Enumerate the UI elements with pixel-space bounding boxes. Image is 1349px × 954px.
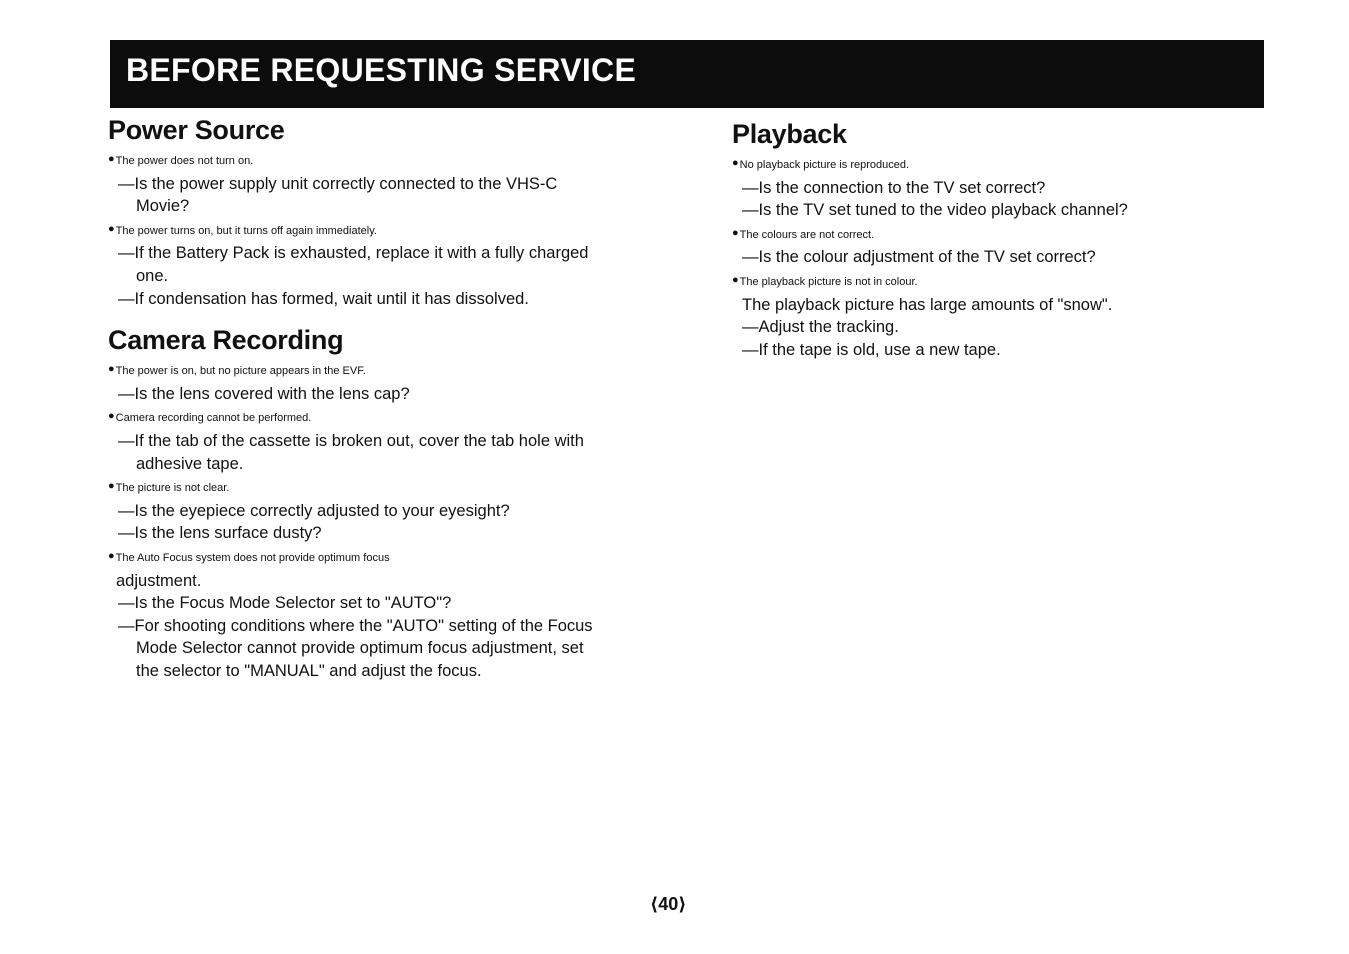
bullet-icon: ●: [108, 549, 115, 562]
list-item: [108, 500, 653, 523]
list-item: [732, 199, 1232, 222]
list-item: [732, 152, 909, 177]
section-playback: [732, 116, 1232, 361]
line-text: The picture is not clear.: [115, 482, 230, 495]
bullet-icon: ●: [732, 226, 739, 239]
line-text: —Is the colour adjustment of the TV set correct?: [742, 248, 1096, 267]
line-text: The playback picture has large amounts of "snow".: [742, 295, 1113, 314]
list-item: [108, 453, 653, 476]
bullet-icon: ●: [108, 480, 115, 493]
list-item: [732, 269, 918, 294]
list-item: [108, 383, 653, 406]
list-item: [108, 615, 653, 638]
list-item: [108, 405, 311, 430]
line-text: —Is the power supply unit correctly connected to the VHS-C: [118, 174, 558, 193]
section-heading-power-source: Power Source: [108, 115, 285, 145]
line-text: —Is the lens covered with the lens cap?: [118, 384, 410, 403]
list-item: [732, 294, 1232, 317]
line-text: —Is the lens surface dusty?: [118, 524, 322, 543]
bullet-icon: ●: [732, 273, 739, 286]
line-text: the selector to "MANUAL" and adjust the focus.: [136, 661, 482, 680]
line-text: —Is the connection to the TV set correct?: [742, 178, 1046, 197]
line-text: —Is the Focus Mode Selector set to "AUTO"?: [118, 594, 452, 613]
section-heading-playback: Playback: [732, 119, 847, 149]
list-item: [108, 148, 253, 173]
line-text: —If the Battery Pack is exhausted, replace it with a fully charged: [118, 244, 589, 263]
line-text: The Auto Focus system does not provide optimum focus: [115, 551, 390, 564]
line-text: —If the tape is old, use a new tape.: [742, 340, 1001, 359]
list-item: [108, 265, 653, 288]
section-camera-recording: [108, 322, 653, 682]
list-item: [108, 218, 377, 243]
list-item: [108, 570, 653, 593]
header-bar: [110, 40, 1264, 108]
line-text: Mode Selector cannot provide optimum focus adjustment, set: [136, 639, 584, 658]
list-item: [732, 316, 1232, 339]
line-text: —If condensation has formed, wait until it has dissolved.: [118, 289, 529, 308]
list-item: [732, 222, 874, 247]
line-text: No playback picture is reproduced.: [739, 159, 910, 171]
list-item: [108, 288, 653, 311]
line-text: Camera recording cannot be performed.: [115, 412, 312, 425]
section-power-source: [108, 112, 653, 310]
line-text: adjustment.: [116, 571, 202, 590]
list-item: [108, 522, 653, 545]
left-column: [108, 112, 653, 682]
right-column: [732, 116, 1232, 361]
bullet-icon: ●: [732, 157, 739, 169]
line-text: —For shooting conditions where the "AUTO" setting of the Focus: [118, 616, 593, 635]
bullet-icon: ●: [108, 153, 115, 165]
list-item: [732, 177, 1232, 200]
line-text: one.: [136, 266, 169, 285]
list-item: [108, 358, 366, 383]
list-item: [108, 195, 653, 218]
list-item: [108, 475, 229, 500]
line-text: —Adjust the tracking.: [742, 318, 899, 337]
page-number: ⟨40⟩: [650, 894, 687, 914]
section-heading-camera-recording: Camera Recording: [108, 325, 344, 356]
line-text: The power turns on, but it turns off again immediately.: [115, 224, 377, 237]
list-item: [732, 246, 1232, 269]
list-item: [108, 173, 653, 196]
line-text: The colours are not correct.: [739, 228, 875, 241]
line-text: The power is on, but no picture appears in the EVF.: [115, 365, 366, 378]
page-title: BEFORE REQUESTING SERVICE: [126, 52, 637, 88]
line-text: —Is the eyepiece correctly adjusted to your eyesight?: [118, 501, 510, 520]
line-text: The playback picture is not in colour.: [739, 275, 918, 288]
list-item: [108, 592, 653, 615]
list-item: [108, 242, 653, 265]
line-text: adhesive tape.: [136, 454, 244, 473]
bullet-icon: ●: [108, 410, 115, 423]
list-item: [108, 430, 653, 453]
bullet-icon: ●: [108, 363, 115, 376]
line-text: Movie?: [136, 197, 190, 216]
list-item: [108, 660, 653, 683]
line-text: —Is the TV set tuned to the video playback channel?: [742, 201, 1128, 220]
line-text: —If the tab of the cassette is broken out, cover the tab hole with: [118, 431, 584, 450]
camera-recording-lines: [108, 358, 653, 682]
bullet-icon: ●: [108, 222, 115, 235]
list-item: [108, 637, 653, 660]
line-text: The power does not turn on.: [115, 155, 254, 167]
playback-lines: [732, 152, 1232, 361]
list-item: [732, 339, 1232, 362]
list-item: [108, 545, 390, 570]
power-source-lines: [108, 148, 653, 310]
